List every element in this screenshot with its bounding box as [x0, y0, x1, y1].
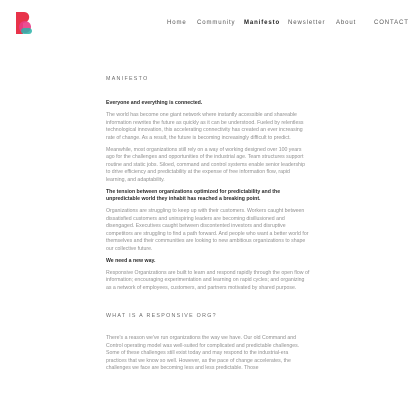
nav-home[interactable]: Home: [167, 20, 187, 26]
tension-statement: The tension between organizations optimized for predictability and the unpredictable world they inhabit has reached a breaking point.: [106, 188, 281, 202]
new-way-statement: We need a new way.: [106, 257, 156, 264]
paragraph-struggling: Organizations are struggling to keep up with their customers. Workers caught between dissatisfied customers and uninspiring leaders are becoming disillusioned and disengaged. Executives caught between discontented investors and disruptive competitors are struggling to find a path forward. And people who want a better world for themselves and their communities are looking to new ambitious organizations to shape our collective future.: [106, 208, 309, 252]
logo-teal-shape: [21, 28, 32, 34]
nav-contact[interactable]: CONTACT: [374, 20, 409, 26]
paragraph-world-network: The world has become one giant network where instantly accessible and shareable information rewrites the future as quickly as it can be understood. Fueled by relentless technological innovation, this accelerating connectivity has created an ever increasing rate of change. As a result, the future is becoming increasingly difficult to predict.: [106, 112, 304, 141]
section-label-what-is: WHAT IS A RESPONSIVE ORG?: [106, 313, 217, 319]
paragraph-responsive-orgs: Responsive Organizations are built to learn and respond rapidly through the open flow of information; encouraging experimentation and learning on rapid cycles; and organizing as a network of employees, customers, and partners motivated by shared purpose.: [106, 269, 310, 291]
headline-connected: Everyone and everything is connected.: [106, 100, 203, 106]
paragraph-old-way: Meanwhile, most organizations still rely on a way of working designed over 100 years ago for the challenges and opportunities of the industrial age. Team structures support routine and static jobs. Siloed, command and control systems enable senior leadership to drive efficiency and predictability at the expense of free information flow, rapid learning, and adaptability.: [106, 146, 305, 183]
brand-logo-icon[interactable]: [14, 12, 34, 34]
top-navigation: [167, 19, 415, 27]
manifesto-article: [106, 75, 310, 373]
nav-manifesto[interactable]: Manifesto: [244, 20, 281, 26]
section-label-manifesto: MANIFESTO: [106, 76, 149, 82]
nav-newsletter[interactable]: Newsletter: [288, 20, 326, 26]
nav-community[interactable]: Community: [197, 20, 236, 26]
paragraph-reason: There's a reason we've run organizations the way we have. Our old Command and Control operating model was well-suited for complicated and predictable challenges. Some of these challenges still exist today and may respond to the industrial-era practices that we know so well. However, as the pace of change accelerates, the challenges we face are becoming less and less predictable. Those: [106, 335, 300, 371]
nav-about[interactable]: About: [336, 20, 357, 26]
